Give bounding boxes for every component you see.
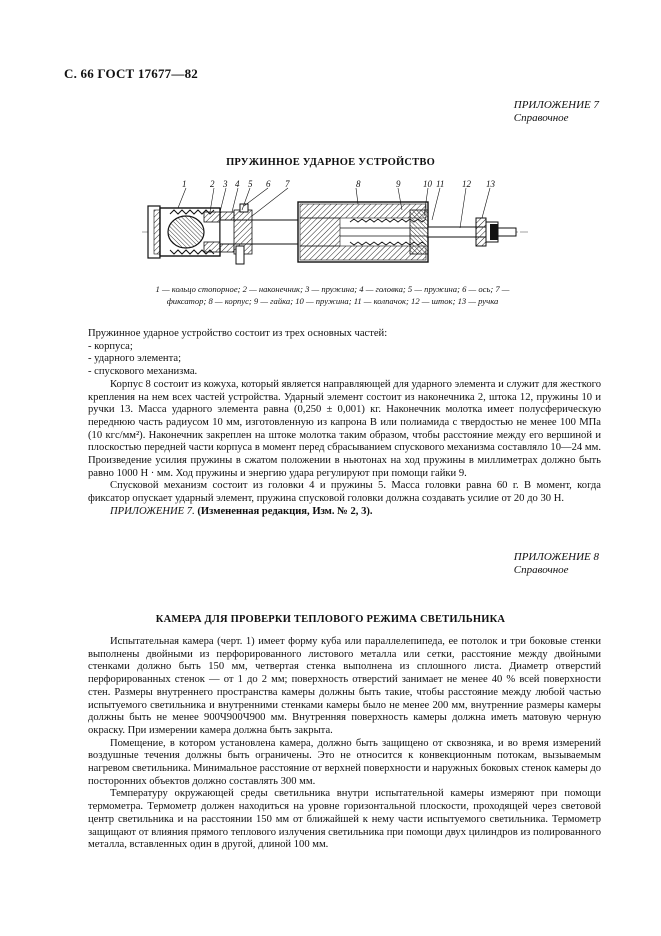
callout-5: 5 <box>248 180 253 189</box>
callout-8: 8 <box>356 180 361 189</box>
callout-10: 10 <box>423 180 432 189</box>
list-item: - спускового механизма. <box>88 366 198 378</box>
callout-12: 12 <box>462 180 471 189</box>
paragraph-chamber: Испытательная камера (черт. 1) имеет форму куба или параллелепипеда, ее потолок и три боковые стенки выполнены двойными из перфорированного листового металла или сетки, расстояние между двойными стенками должно быть 150 мм, четвертая стенка выполнена из сплошного листа. Диаметр отверстий перфорированных стенок — от 1 до 2 мм; поверхность отверстий занимает не менее 40 % всей поверхности стен. Размеры внутреннего пространства камеры должны быть такие, чтобы расстояние между любой частью испытуемого светильника и внутренними стенками камеры было не менее 200 мм, внутренние размеры камеры должны быть не менее 900Ч900Ч900 мм. Внутренняя поверхность камеры должна иметь матовую черную окраску. При измерении камера должна быть закрыта. <box>88 636 601 736</box>
paragraph-body: Корпус 8 состоит из кожуха, который является направляющей для ударного элемента и служит для жесткого крепления на нем всех частей устройства. Ударный элемент состоит из наконечника 2, штока 12, пружины 10 и ручки 13. Масса ударного элемента равна (0,250 ± 0,001) кг. Наконечник молотка имеет полусферическую переднюю часть радиусом 10 мм, изготовленную из капрона В или полиамида с твердостью не менее 100 МПа (10 кгс/мм²). Наконечник закреплен на штоке молотка таким образом, чтобы расстояние между его вершиной и плоскостью передней части корпуса в момент перед сбрасыванием спускового механизма составляло 10—24 мм. Произведение усилия пружины в сжатом положении в ньютонах на ход пружины в миллиметрах должно быть равно 1000 Н · мм. Ход пружины и энергию удара регулируют при помощи гайки 9. <box>88 378 601 479</box>
edit-reference <box>88 506 601 519</box>
appendix-8-body <box>88 636 601 852</box>
callout-4: 4 <box>235 180 240 189</box>
appendix-number: ПРИЛОЖЕНИЕ 7 <box>513 99 599 111</box>
callout-2: 2 <box>210 180 215 189</box>
appendix-kind: Справочное <box>513 112 569 124</box>
reference-label: ПРИЛОЖЕНИЕ 7. <box>110 505 195 517</box>
callout-7: 7 <box>285 180 290 189</box>
appendix-number: ПРИЛОЖЕНИЕ 8 <box>513 551 599 563</box>
paragraph-intro: Пружинное ударное устройство состоит из трех основных частей: <box>88 328 388 339</box>
page-header: С. 66 ГОСТ 17677—82 <box>64 66 198 81</box>
callout-13: 13 <box>486 180 495 189</box>
appendix-7-title: ПРУЖИННОЕ УДАРНОЕ УСТРОЙСТВО <box>226 157 435 168</box>
callout-1: 1 <box>182 180 187 189</box>
reference-edit-note: (Измененная редакция, Изм. № 2, 3). <box>197 505 373 517</box>
appendix-7-label <box>514 99 599 125</box>
callout-9: 9 <box>396 180 401 189</box>
appendix-7-body <box>88 328 601 519</box>
spring-impact-device-drawing <box>140 180 530 280</box>
figure-caption: 1 — кольцо стопорное; 2 — наконечник; 3 — пружина; 4 — головка; 5 — пружина; 6 — ось; 7 — фиксатор; 8 — корпус; 9 — гайка; 10 — пружина; 11 — колпачок; 12 — шток; 13 — ручка <box>155 284 510 306</box>
list-item: - ударного элемента; <box>88 353 182 365</box>
callout-3: 3 <box>223 180 228 189</box>
appendix-8-title: КАМЕРА ДЛЯ ПРОВЕРКИ ТЕПЛОВОГО РЕЖИМА СВЕТИЛЬНИКА <box>155 614 506 625</box>
appendix-kind: Справочное <box>513 564 569 576</box>
paragraph-trigger: Спусковой механизм состоит из головки 4 и пружины 5. Масса головки равна 60 г. В момент, когда фиксатор опускает ударный элемент, пружина спусковой головки должна создавать усилие от 20 до 30 Н. <box>88 480 601 505</box>
callout-11: 11 <box>436 180 445 189</box>
callout-6: 6 <box>266 180 271 189</box>
list-item: - корпуса; <box>88 340 133 352</box>
paragraph-room: Помещение, в котором установлена камера, должно быть защищено от сквозняка, и во время измерений воздушные течения должны быть ограничены. Это не относится к конвекционным потокам, вызываемым нагревом светильника. Минимальное расстояние от верхней поверхности и наружных боковых стенок камеры до посторонних объектов должно составлять 300 мм. <box>88 737 601 787</box>
paragraph-thermometer: Температуру окружающей среды светильника внутри испытательной камеры измеряют при помощи термометра. Термометр должен находиться на уровне горизонтальной плоскости, проходящей через световой центр светильника и на расстоянии 150 мм от ближайшей к нему части испытуемого светильника. Термометр защищают от влияния прямого теплового излучения светильника при помощи двух цилиндров из полированного металла, вставленных один в другой, длиной 100 мм. <box>88 788 601 851</box>
appendix-8-label <box>514 551 599 577</box>
